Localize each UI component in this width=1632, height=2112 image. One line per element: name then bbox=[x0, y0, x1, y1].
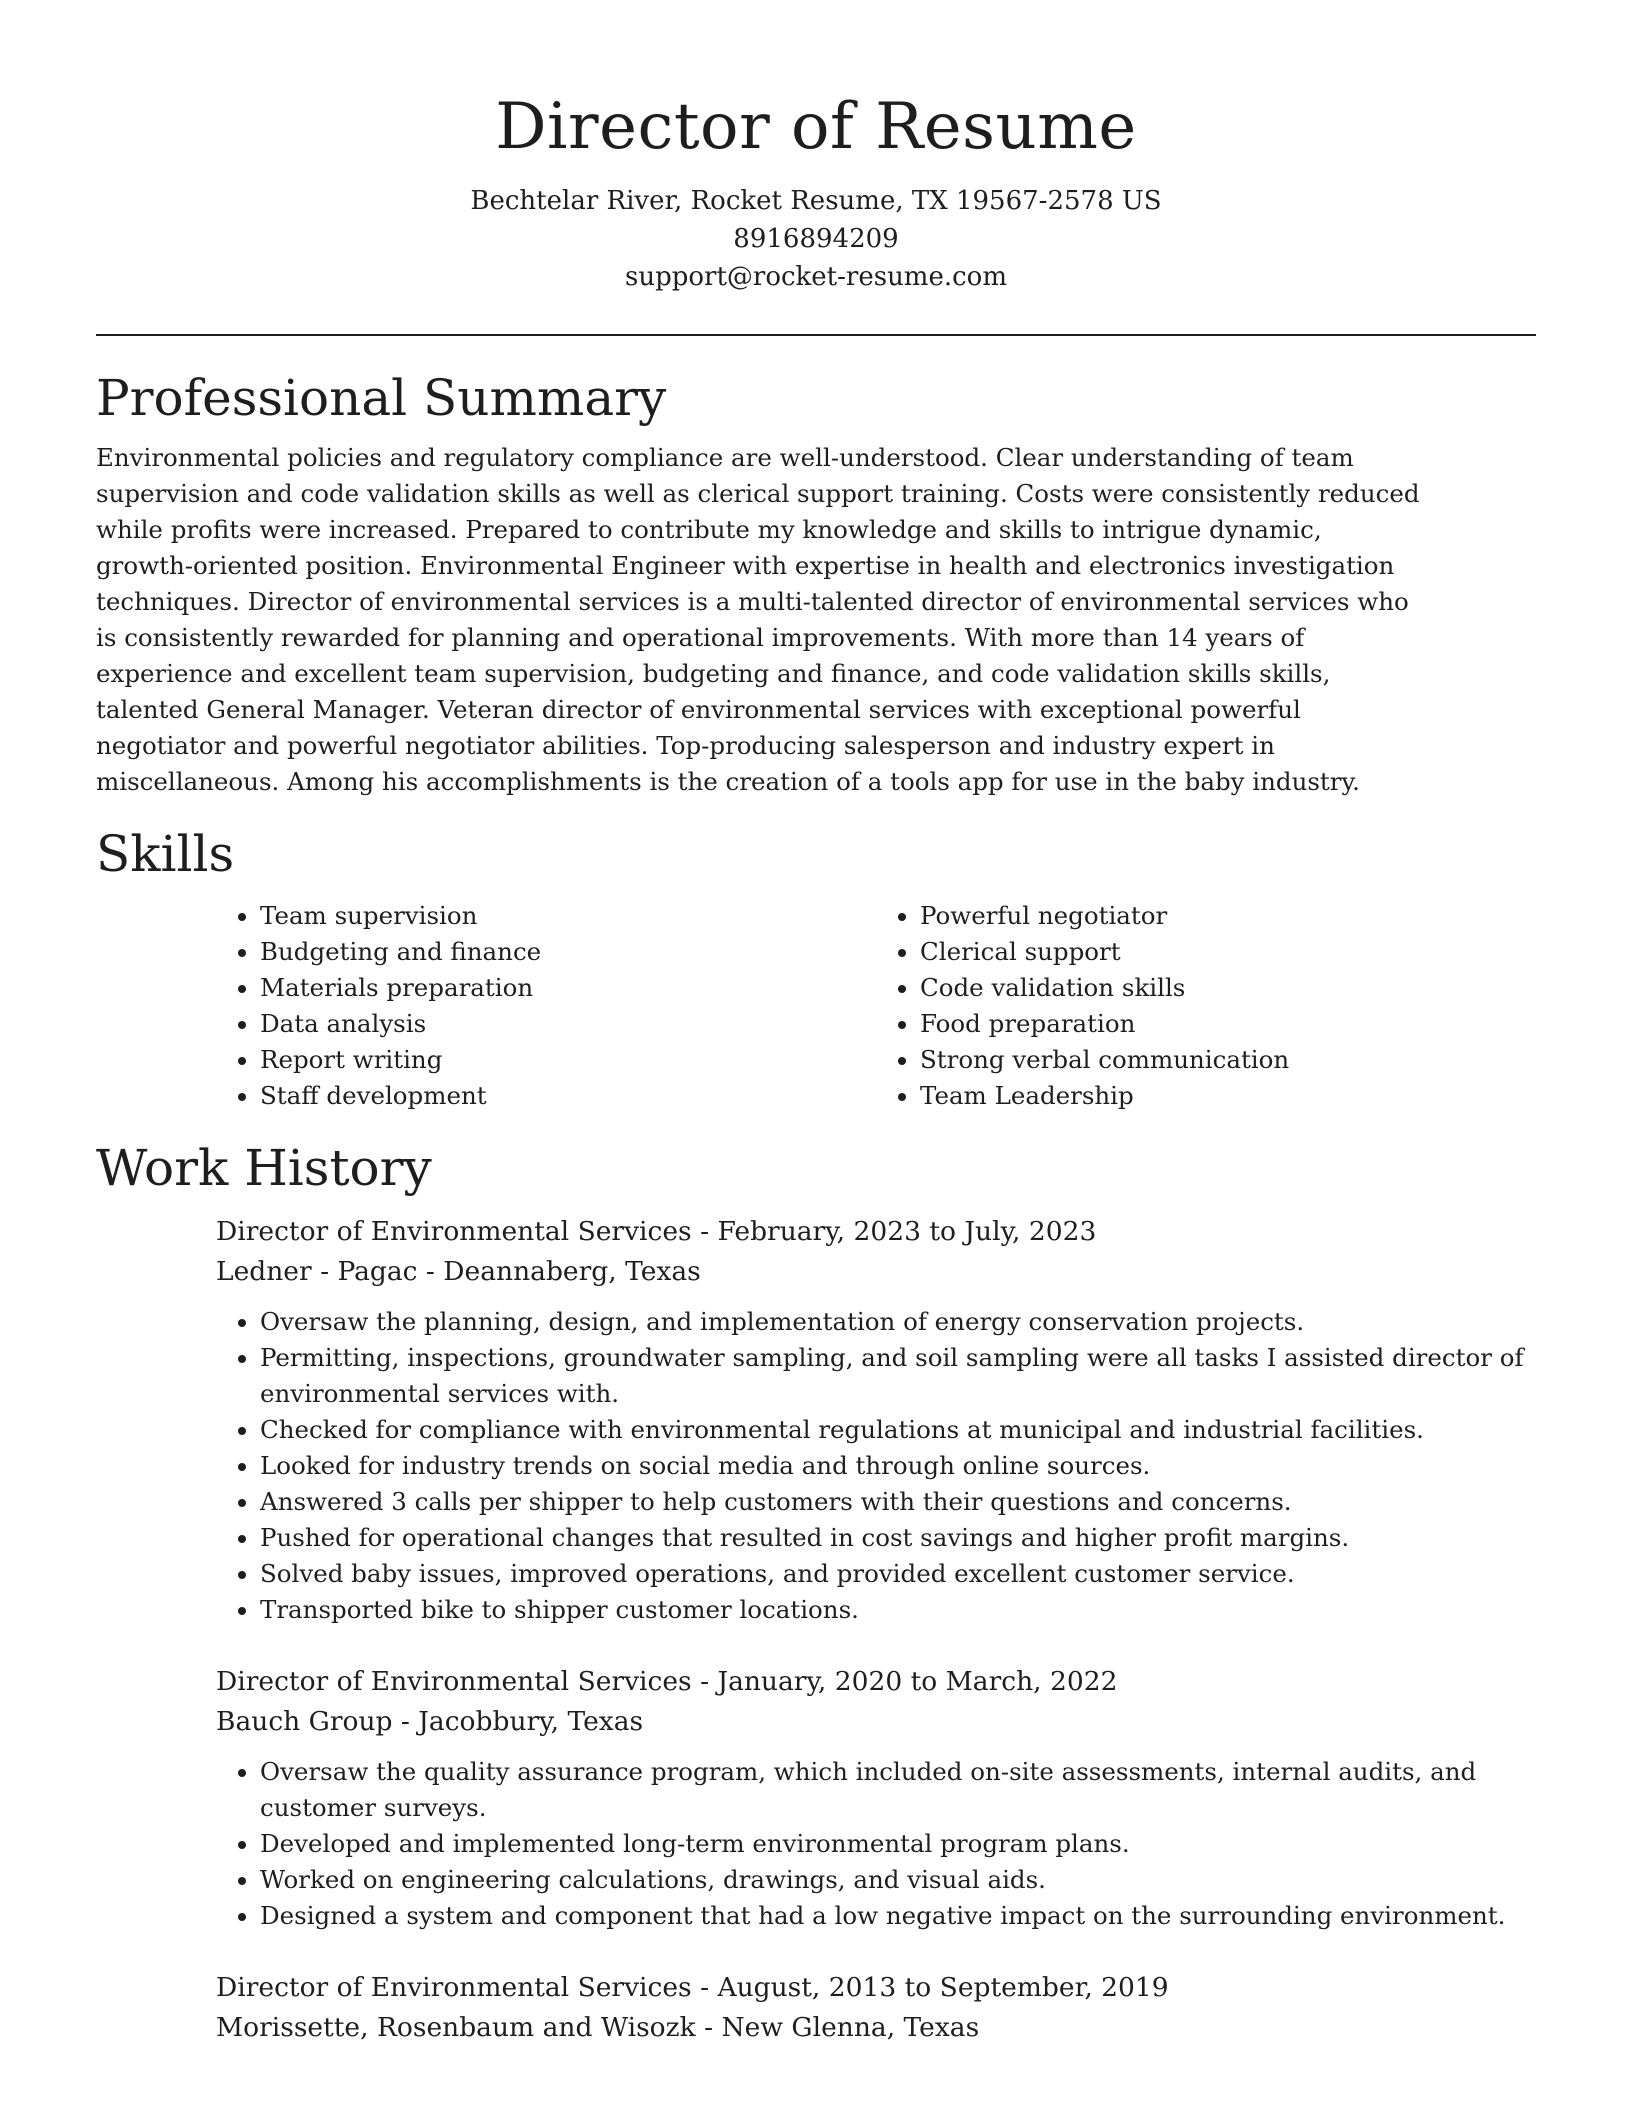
skill-item: • Powerful negotiator bbox=[920, 898, 1536, 934]
job-role-line: Director of Environmental Services - February, 2023 to July, 2023 bbox=[216, 1216, 1097, 1247]
skills-column-left bbox=[216, 898, 876, 1114]
skill-item: • Strong verbal communication bbox=[920, 1042, 1536, 1078]
job-entry bbox=[216, 1662, 1546, 1934]
job-company-line: Bauch Group - Jacobbury, Texas bbox=[216, 1706, 644, 1737]
candidate-name: Director of Resume bbox=[495, 90, 1137, 164]
job-bullet: • Designed a system and component that had a low negative impact on the surrounding environment. bbox=[260, 1898, 1546, 1934]
summary-title: Professional Summary bbox=[96, 369, 667, 427]
contact-phone: 8916894209 bbox=[733, 224, 899, 254]
job-bullet: • Worked on engineering calculations, drawings, and visual aids. bbox=[260, 1862, 1546, 1898]
job-bullet: • Developed and implemented long-term environmental program plans. bbox=[260, 1826, 1546, 1862]
skill-item: • Food preparation bbox=[920, 1006, 1536, 1042]
skill-item: • Data analysis bbox=[260, 1006, 876, 1042]
skills-section bbox=[96, 822, 1536, 1114]
skill-item: • Report writing bbox=[260, 1042, 876, 1078]
skills-column-right bbox=[876, 898, 1536, 1114]
job-bullet: • Transported bike to shipper customer locations. bbox=[260, 1592, 1546, 1628]
skill-item: • Team supervision bbox=[260, 898, 876, 934]
summary-section bbox=[96, 366, 1536, 800]
skills-title: Skills bbox=[96, 825, 235, 883]
job-bullet: • Oversaw the quality assurance program, which included on-site assessments, internal audits, and customer surveys. bbox=[260, 1754, 1546, 1826]
job-entry bbox=[216, 1968, 1546, 2048]
work-history-title: Work History bbox=[96, 1139, 432, 1197]
job-bullet: • Oversaw the planning, design, and implementation of energy conservation projects. bbox=[260, 1304, 1546, 1340]
skills-grid bbox=[216, 898, 1536, 1114]
work-history-section bbox=[96, 1136, 1536, 2048]
contact-email: support@rocket-resume.com bbox=[624, 262, 1007, 292]
job-entry bbox=[216, 1212, 1546, 1628]
skill-item: • Staff development bbox=[260, 1078, 876, 1114]
summary-text: Environmental policies and regulatory compliance are well-understood. Clear understanding of team supervision and code validation skills as well as clerical support training. Costs were consistently reduced while profits were increased. Prepared to contribute my knowledge and skills to intrigue dynamic, growth-oriented position. Environmental Engineer with expertise in health and electronics investigation techniques. Director of environmental services is a multi-talented director of environmental services who is consistently rewarded for planning and operational improvements. With more than 14 years of experience and excellent team supervision, budgeting and finance, and code validation skills skills, talented General Manager. Veteran director of environmental services with exceptional powerful negotiator and powerful negotiator abilities. Top-producing salesperson and industry expert in miscellaneous. Among his accomplishments is the creation of a tools app for use in the baby industry. bbox=[96, 443, 1420, 796]
job-role-line: Director of Environmental Services - January, 2020 to March, 2022 bbox=[216, 1666, 1118, 1697]
job-bullets bbox=[216, 1754, 1546, 1934]
resume-page bbox=[96, 0, 1536, 2048]
contact-address: Bechtelar River, Rocket Resume, TX 19567-2578 US bbox=[470, 186, 1162, 216]
job-bullet: • Pushed for operational changes that resulted in cost savings and higher profit margins. bbox=[260, 1520, 1546, 1556]
job-company-line: Morissette, Rosenbaum and Wisozk - New Glenna, Texas bbox=[216, 2012, 980, 2043]
job-bullet: • Answered 3 calls per shipper to help customers with their questions and concerns. bbox=[260, 1484, 1546, 1520]
skill-item: • Code validation skills bbox=[920, 970, 1536, 1006]
job-bullet: • Permitting, inspections, groundwater sampling, and soil sampling were all tasks I assisted director of environmental services with. bbox=[260, 1340, 1546, 1412]
job-company-line: Ledner - Pagac - Deannaberg, Texas bbox=[216, 1256, 701, 1287]
job-bullet: • Checked for compliance with environmental regulations at municipal and industrial facilities. bbox=[260, 1412, 1546, 1448]
skill-item: • Clerical support bbox=[920, 934, 1536, 970]
skill-item: • Budgeting and finance bbox=[260, 934, 876, 970]
skill-item: • Materials preparation bbox=[260, 970, 876, 1006]
job-role-line: Director of Environmental Services - August, 2013 to September, 2019 bbox=[216, 1972, 1169, 2003]
resume-header bbox=[96, 0, 1536, 296]
job-bullet: • Looked for industry trends on social media and through online sources. bbox=[260, 1448, 1546, 1484]
job-bullet: • Solved baby issues, improved operations, and provided excellent customer service. bbox=[260, 1556, 1546, 1592]
skill-item: • Team Leadership bbox=[920, 1078, 1536, 1114]
contact-block bbox=[96, 182, 1536, 296]
header-divider bbox=[96, 334, 1536, 336]
job-bullets bbox=[216, 1304, 1546, 1628]
